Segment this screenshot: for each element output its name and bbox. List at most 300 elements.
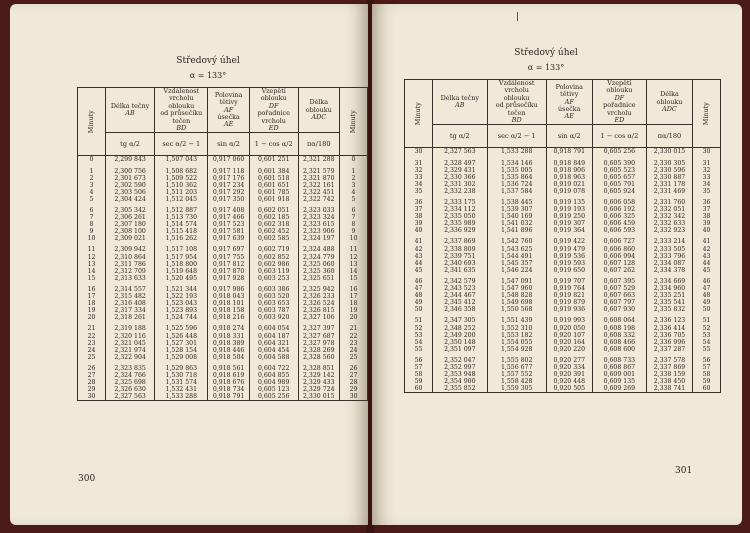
minute-cell: 30 — [78, 393, 106, 401]
value-cell: 2,322 161 — [298, 182, 339, 189]
table-row — [78, 268, 368, 275]
minute-cell: 58 — [405, 371, 433, 378]
value-cell: 2,335 251 — [646, 292, 692, 299]
value-cell: 1,545 357 — [487, 260, 546, 267]
value-cell: 2,330 015 — [298, 393, 339, 401]
minute-cell: 45 — [405, 267, 433, 274]
value-cell: 2,340 693 — [433, 260, 488, 267]
trig-table-left — [77, 87, 368, 401]
minute-cell: 12 — [340, 254, 368, 261]
value-cell: 0,601 918 — [249, 196, 298, 203]
minute-cell: 59 — [693, 378, 721, 385]
value-cell: 0,603 253 — [249, 275, 298, 282]
value-cell: 0,602 852 — [249, 254, 298, 261]
minutes-header-right: Minuty — [693, 80, 721, 148]
value-cell: 0,604 054 — [249, 325, 298, 332]
value-cell: 0,920 164 — [546, 339, 592, 346]
page-subtitle: α = 133° — [189, 71, 227, 80]
table-row — [405, 357, 721, 364]
formula-arc: πα/180 — [298, 133, 339, 156]
minute-cell: 1 — [78, 168, 106, 175]
value-cell: 0,919 135 — [546, 199, 592, 206]
value-cell: 0,917 697 — [208, 246, 249, 253]
value-cell: 2,318 261 — [106, 314, 155, 321]
minute-cell: 11 — [340, 246, 368, 253]
value-cell: 2,354 900 — [433, 378, 488, 385]
table-row — [405, 339, 721, 346]
value-cell: 1,515 418 — [155, 228, 208, 235]
table-row — [78, 286, 368, 293]
minute-cell: 17 — [78, 293, 106, 300]
value-cell: 2,336 996 — [646, 339, 692, 346]
value-cell: 0,920 220 — [546, 346, 592, 353]
minute-cell: 13 — [78, 261, 106, 268]
value-cell: 1,523 043 — [155, 300, 208, 307]
value-cell: 1,547 091 — [487, 278, 546, 285]
minute-cell: 30 — [340, 393, 368, 401]
minute-cell: 18 — [340, 300, 368, 307]
minute-cell: 52 — [693, 325, 721, 332]
value-cell: 1,535 005 — [487, 167, 546, 174]
value-cell: 2,334 112 — [433, 206, 488, 213]
value-cell: 2,347 305 — [433, 317, 488, 324]
minute-cell: 55 — [693, 346, 721, 353]
value-cell: 0,917 350 — [208, 196, 249, 203]
minute-cell: 22 — [78, 333, 106, 340]
minute-cell: 19 — [78, 307, 106, 314]
value-cell: 2,325 698 — [106, 379, 155, 386]
value-cell: 1,544 491 — [487, 253, 546, 260]
value-cell: 2,352 047 — [433, 357, 488, 364]
minute-cell: 14 — [78, 268, 106, 275]
value-cell: 0,601 651 — [249, 182, 298, 189]
minute-cell: 31 — [693, 160, 721, 167]
value-cell: 1,536 724 — [487, 181, 546, 188]
minute-cell: 57 — [405, 364, 433, 371]
value-cell: 2,349 200 — [433, 332, 488, 339]
value-cell: 1,517 954 — [155, 254, 208, 261]
value-cell: 2,345 412 — [433, 299, 488, 306]
minute-cell: 10 — [78, 235, 106, 242]
minute-cell: 26 — [78, 365, 106, 372]
value-cell: 2,329 433 — [298, 379, 339, 386]
value-cell: 0,917 812 — [208, 261, 249, 268]
value-cell: 2,321 870 — [298, 175, 339, 182]
formula-cos: 1 − cos α/2 — [592, 125, 646, 148]
value-cell: 2,332 238 — [433, 188, 488, 195]
value-cell: 0,606 593 — [592, 227, 646, 234]
value-cell: 0,919 993 — [546, 317, 592, 324]
minute-cell: 48 — [405, 292, 433, 299]
value-cell: 0,608 733 — [592, 357, 646, 364]
value-cell: 0,920 505 — [546, 385, 592, 393]
page-title: Středový úhel — [514, 48, 578, 58]
value-cell: 2,327 687 — [298, 333, 339, 340]
minute-cell: 55 — [405, 346, 433, 353]
value-cell: 2,308 100 — [106, 228, 155, 235]
value-cell: 2,331 178 — [646, 181, 692, 188]
value-cell: 0,919 536 — [546, 253, 592, 260]
value-cell: 2,320 116 — [106, 333, 155, 340]
value-cell: 1,524 744 — [155, 314, 208, 321]
value-cell: 0,607 262 — [592, 267, 646, 274]
value-cell: 0,919 021 — [546, 181, 592, 188]
value-cell: 0,608 198 — [592, 325, 646, 332]
value-cell: 0,920 277 — [546, 357, 592, 364]
value-cell: 0,607 663 — [592, 292, 646, 299]
value-cell: 0,606 058 — [592, 199, 646, 206]
table-row — [405, 317, 721, 324]
table-row — [405, 160, 721, 167]
table-row — [405, 299, 721, 306]
value-cell: 0,918 216 — [208, 314, 249, 321]
value-cell: 2,335 541 — [646, 299, 692, 306]
value-cell: 2,335 989 — [433, 220, 488, 227]
value-cell: 0,919 078 — [546, 188, 592, 195]
value-cell: 2,331 469 — [646, 188, 692, 195]
value-cell: 0,601 518 — [249, 175, 298, 182]
table-row — [405, 148, 721, 156]
minute-cell: 12 — [78, 254, 106, 261]
value-cell: 2,333 505 — [646, 246, 692, 253]
value-cell: 2,309 021 — [106, 235, 155, 242]
table-body-right — [405, 148, 721, 393]
value-cell: 2,321 974 — [106, 347, 155, 354]
value-cell: 2,336 123 — [646, 317, 692, 324]
minute-cell: 30 — [405, 148, 433, 156]
minute-cell: 51 — [693, 317, 721, 324]
value-cell: 2,317 334 — [106, 307, 155, 314]
table-row — [78, 168, 368, 175]
minute-cell: 35 — [693, 188, 721, 195]
col-header-arc-length: Délka oblouku ADC — [298, 88, 339, 133]
minute-cell: 46 — [693, 278, 721, 285]
table-row — [405, 285, 721, 292]
value-cell: 2,314 557 — [106, 286, 155, 293]
value-cell: 0,606 994 — [592, 253, 646, 260]
table-row — [78, 393, 368, 401]
value-cell: 1,523 893 — [155, 307, 208, 314]
minute-cell: 26 — [340, 365, 368, 372]
value-cell: 0,917 928 — [208, 275, 249, 282]
value-cell: 1,543 625 — [487, 246, 546, 253]
value-cell: 0,919 707 — [546, 278, 592, 285]
value-cell: 2,313 633 — [106, 275, 155, 282]
value-cell: 2,333 214 — [646, 238, 692, 245]
minute-cell: 0 — [78, 156, 106, 164]
minute-cell: 50 — [693, 306, 721, 313]
minute-cell: 2 — [340, 175, 368, 182]
minute-cell: 33 — [693, 174, 721, 181]
value-cell: 0,919 307 — [546, 220, 592, 227]
value-cell: 0,603 119 — [249, 268, 298, 275]
table-row — [405, 220, 721, 227]
value-cell: 0,917 639 — [208, 235, 249, 242]
table-row — [78, 333, 368, 340]
value-cell: 0,919 593 — [546, 260, 592, 267]
value-cell: 1,528 154 — [155, 347, 208, 354]
value-cell: 1,556 677 — [487, 364, 546, 371]
value-cell: 2,322 904 — [106, 354, 155, 361]
table-row — [78, 246, 368, 253]
minute-cell: 54 — [405, 339, 433, 346]
table-row — [405, 332, 721, 339]
value-cell: 0,919 650 — [546, 267, 592, 274]
col-header-half-chord: Polovina tětivy AF úsečka AE — [208, 88, 249, 133]
value-cell: 0,609 269 — [592, 385, 646, 393]
value-cell: 0,606 325 — [592, 213, 646, 220]
value-cell: 0,607 930 — [592, 306, 646, 313]
table-row — [405, 213, 721, 220]
value-cell: 0,918 101 — [208, 300, 249, 307]
table-row — [78, 254, 368, 261]
formula-cos: 1 − cos α/2 — [249, 133, 298, 156]
table-row — [78, 196, 368, 203]
minute-cell: 7 — [340, 214, 368, 221]
value-cell: 2,353 948 — [433, 371, 488, 378]
value-cell: 2,329 431 — [433, 167, 488, 174]
minute-cell: 42 — [405, 246, 433, 253]
trig-table-right — [404, 79, 721, 393]
value-cell: 2,301 673 — [106, 175, 155, 182]
minute-cell: 3 — [78, 182, 106, 189]
minute-cell: 59 — [405, 378, 433, 385]
page-number: 300 — [78, 474, 96, 484]
table-row — [78, 300, 368, 307]
minute-cell: 42 — [693, 246, 721, 253]
table-row — [78, 347, 368, 354]
col-header-external: Vzdálenost vrcholu oblouku od průsečíku tečen BD — [155, 88, 208, 133]
value-cell: 0,607 797 — [592, 299, 646, 306]
value-cell: 0,918 619 — [208, 372, 249, 379]
col-header-middle-ordinate: Vzepětí oblouku DF pořadnice vrcholu ED — [249, 88, 298, 133]
value-cell: 2,325 942 — [298, 286, 339, 293]
minute-cell: 25 — [78, 354, 106, 361]
value-cell: 0,917 755 — [208, 254, 249, 261]
value-cell: 1,514 574 — [155, 221, 208, 228]
minute-cell: 10 — [340, 235, 368, 242]
minute-cell: 47 — [693, 285, 721, 292]
table-row — [405, 246, 721, 253]
table-row — [405, 181, 721, 188]
value-cell: 0,920 391 — [546, 371, 592, 378]
value-cell: 0,604 321 — [249, 340, 298, 347]
minute-cell: 40 — [405, 227, 433, 234]
value-cell: 0,919 250 — [546, 213, 592, 220]
value-cell: 0,918 158 — [208, 307, 249, 314]
value-cell: 0,919 821 — [546, 292, 592, 299]
value-cell: 1,517 108 — [155, 246, 208, 253]
table-row — [78, 379, 368, 386]
minute-cell: 2 — [78, 175, 106, 182]
value-cell: 2,315 482 — [106, 293, 155, 300]
value-cell: 1,534 146 — [487, 160, 546, 167]
value-cell: 1,557 552 — [487, 371, 546, 378]
value-cell: 1,535 864 — [487, 174, 546, 181]
value-cell: 2,336 929 — [433, 227, 488, 234]
value-cell: 0,604 855 — [249, 372, 298, 379]
value-cell: 2,324 488 — [298, 246, 339, 253]
table-row — [405, 167, 721, 174]
value-cell: 0,918 734 — [208, 386, 249, 393]
page-number: 301 — [675, 466, 693, 476]
value-cell: 2,322 742 — [298, 196, 339, 203]
table-row — [78, 354, 368, 361]
value-cell: 2,330 305 — [646, 160, 692, 167]
value-cell: 0,918 791 — [208, 393, 249, 401]
value-cell: 1,539 307 — [487, 206, 546, 213]
value-cell: 0,918 849 — [546, 160, 592, 167]
value-cell: 1,554 928 — [487, 346, 546, 353]
minute-cell: 53 — [693, 332, 721, 339]
minute-cell: 16 — [78, 286, 106, 293]
value-cell: 0,603 920 — [249, 314, 298, 321]
value-cell: 2,341 635 — [433, 267, 488, 274]
value-cell: 0,605 123 — [249, 386, 298, 393]
table-row — [78, 175, 368, 182]
value-cell: 0,917 234 — [208, 182, 249, 189]
minutes-header-right: Minuty — [340, 88, 368, 156]
value-cell: 2,333 175 — [433, 199, 488, 206]
value-cell: 0,917 292 — [208, 189, 249, 196]
value-cell: 0,604 588 — [249, 354, 298, 361]
value-cell: 0,605 791 — [592, 181, 646, 188]
minute-cell: 13 — [340, 261, 368, 268]
minute-cell: 45 — [693, 267, 721, 274]
minute-cell: 32 — [693, 167, 721, 174]
page-subtitle: α = 133° — [527, 63, 565, 72]
value-cell: 0,919 364 — [546, 227, 592, 234]
minute-cell: 31 — [405, 160, 433, 167]
value-cell: 2,299 843 — [106, 156, 155, 164]
value-cell: 2,321 579 — [298, 168, 339, 175]
value-cell: 2,325 360 — [298, 268, 339, 275]
value-cell: 0,918 274 — [208, 325, 249, 332]
value-cell: 2,335 050 — [433, 213, 488, 220]
minute-cell: 47 — [405, 285, 433, 292]
value-cell: 0,918 561 — [208, 365, 249, 372]
value-cell: 1,547 960 — [487, 285, 546, 292]
value-cell: 2,325 651 — [298, 275, 339, 282]
minute-cell: 20 — [340, 314, 368, 321]
value-cell: 2,321 288 — [298, 156, 339, 164]
value-cell: 1,508 682 — [155, 168, 208, 175]
value-cell: 0,608 867 — [592, 364, 646, 371]
formula-sin: sin α/2 — [546, 125, 592, 148]
value-cell: 2,336 705 — [646, 332, 692, 339]
minute-cell: 30 — [693, 148, 721, 156]
value-cell: 2,344 467 — [433, 292, 488, 299]
minute-cell: 7 — [78, 214, 106, 221]
minute-cell: 23 — [340, 340, 368, 347]
minute-cell: 35 — [405, 188, 433, 195]
value-cell: 2,337 287 — [646, 346, 692, 353]
minute-cell: 27 — [340, 372, 368, 379]
value-cell: 0,602 318 — [249, 221, 298, 228]
minute-cell: 5 — [78, 196, 106, 203]
value-cell: 0,601 384 — [249, 168, 298, 175]
value-cell: 0,604 722 — [249, 365, 298, 372]
value-cell: 2,334 087 — [646, 260, 692, 267]
minute-cell: 43 — [405, 253, 433, 260]
value-cell: 1,541 032 — [487, 220, 546, 227]
table-row — [78, 156, 368, 164]
value-cell: 2,334 669 — [646, 278, 692, 285]
value-cell: 2,355 852 — [433, 385, 488, 393]
table-row — [405, 238, 721, 245]
value-cell: 1,546 224 — [487, 267, 546, 274]
value-cell: 2,329 724 — [298, 386, 339, 393]
value-cell: 1,550 568 — [487, 306, 546, 313]
table-row — [405, 292, 721, 299]
pencil-mark — [517, 12, 518, 21]
table-row — [78, 189, 368, 196]
value-cell: 2,330 887 — [646, 174, 692, 181]
table-row — [405, 325, 721, 332]
value-cell: 2,339 751 — [433, 253, 488, 260]
value-cell: 0,605 523 — [592, 167, 646, 174]
value-cell: 0,603 787 — [249, 307, 298, 314]
table-row — [78, 214, 368, 221]
table-row — [405, 260, 721, 267]
value-cell: 2,338 741 — [646, 385, 692, 393]
minute-cell: 44 — [693, 260, 721, 267]
value-cell: 2,328 560 — [298, 354, 339, 361]
value-cell: 1,554 055 — [487, 339, 546, 346]
table-row — [78, 235, 368, 242]
value-cell: 2,327 397 — [298, 325, 339, 332]
value-cell: 1,512 887 — [155, 207, 208, 214]
value-cell: 2,338 809 — [433, 246, 488, 253]
value-cell: 0,603 386 — [249, 286, 298, 293]
minute-cell: 41 — [405, 238, 433, 245]
value-cell: 0,917 986 — [208, 286, 249, 293]
value-cell: 2,332 923 — [646, 227, 692, 234]
value-cell: 1,510 362 — [155, 182, 208, 189]
value-cell: 2,330 596 — [646, 167, 692, 174]
minute-cell: 14 — [340, 268, 368, 275]
value-cell: 1,532 431 — [155, 386, 208, 393]
minute-cell: 9 — [78, 228, 106, 235]
value-cell: 0,607 529 — [592, 285, 646, 292]
value-cell: 2,321 045 — [106, 340, 155, 347]
minute-cell: 39 — [405, 220, 433, 227]
value-cell: 2,300 756 — [106, 168, 155, 175]
col-header-external: Vzdálenost vrcholu oblouku od průsečíku tečen BD — [487, 80, 546, 125]
value-cell: 2,338 159 — [646, 371, 692, 378]
value-cell: 2,323 906 — [298, 228, 339, 235]
value-cell: 1,513 730 — [155, 214, 208, 221]
value-cell: 0,919 936 — [546, 306, 592, 313]
value-cell: 0,917 581 — [208, 228, 249, 235]
value-cell: 2,323 324 — [298, 214, 339, 221]
table-row — [78, 293, 368, 300]
minute-cell: 24 — [340, 347, 368, 354]
value-cell: 2,311 786 — [106, 261, 155, 268]
table-row — [405, 278, 721, 285]
value-cell: 2,351 097 — [433, 346, 488, 353]
value-cell: 0,917 466 — [208, 214, 249, 221]
value-cell: 0,605 390 — [592, 160, 646, 167]
table-row — [405, 199, 721, 206]
minute-cell: 33 — [405, 174, 433, 181]
table-row — [78, 386, 368, 393]
value-cell: 1,529 863 — [155, 365, 208, 372]
value-cell: 2,333 796 — [646, 253, 692, 260]
minute-cell: 28 — [78, 379, 106, 386]
value-cell: 2,342 579 — [433, 278, 488, 285]
minute-cell: 19 — [340, 307, 368, 314]
